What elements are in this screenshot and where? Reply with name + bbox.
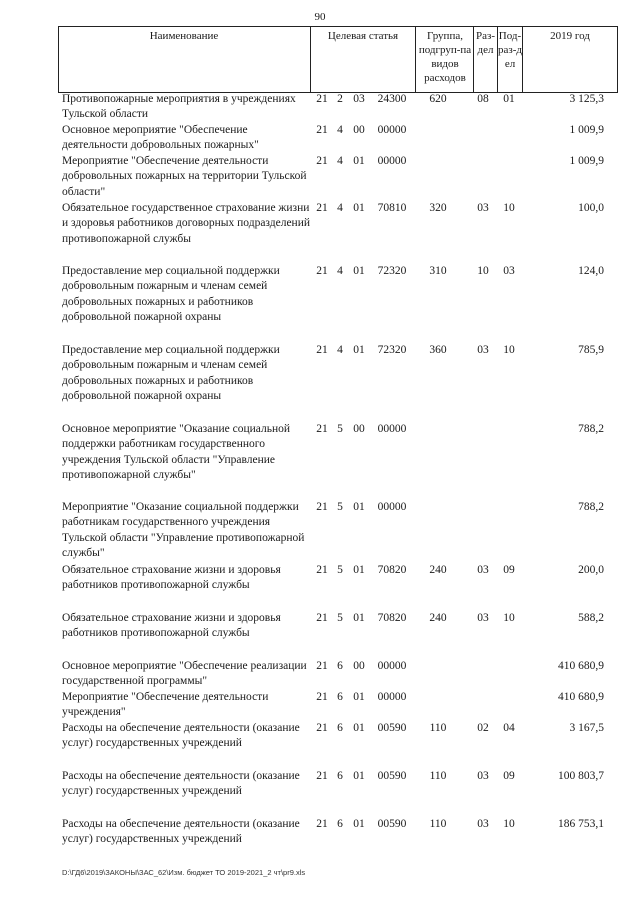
row-t1: 21	[316, 423, 328, 435]
row-t2: 2	[337, 93, 343, 105]
row-amount: 788,2	[578, 501, 604, 513]
row-t1: 21	[316, 660, 328, 672]
row-t4: 72320	[377, 344, 407, 356]
row-t4: 70820	[377, 612, 407, 624]
row-amount: 1 009,9	[569, 155, 604, 167]
row-name: Предоставление мер социальной поддержки добровольным пожарным и членам семей добровольных пожарных и работников добровольной пожарной охраны	[62, 344, 280, 403]
row-group: 240	[429, 564, 447, 576]
row-name: Расходы на обеспечение деятельности (оказание услуг) государственных учреждений	[62, 770, 300, 798]
row-sub: 10	[503, 612, 515, 624]
row-t3: 01	[353, 564, 365, 576]
row-t2: 4	[337, 265, 343, 277]
row-name: Расходы на обеспечение деятельности (оказание услуг) государственных учреждений	[62, 722, 300, 750]
row-section: 03	[477, 564, 489, 576]
table-header	[58, 26, 618, 93]
row-t1: 21	[316, 818, 328, 830]
row-sub: 10	[503, 818, 515, 830]
row-t1: 21	[316, 124, 328, 136]
row-group: 110	[429, 722, 447, 734]
row-t4: 24300	[377, 93, 407, 105]
row-t1: 21	[316, 155, 328, 167]
row-section: 03	[477, 612, 489, 624]
row-t2: 6	[337, 660, 343, 672]
row-amount: 785,9	[578, 344, 604, 356]
row-amount: 588,2	[578, 612, 604, 624]
row-t3: 01	[353, 265, 365, 277]
row-section: 03	[477, 202, 489, 214]
row-amount: 1 009,9	[569, 124, 604, 136]
header-name: Наименование	[149, 30, 219, 42]
row-t3: 01	[353, 202, 365, 214]
row-t2: 6	[337, 691, 343, 703]
row-name: Обязательное государственное страхование жизни и здоровья работников договорных подразделений противопожарной службы	[62, 202, 311, 245]
row-group: 310	[429, 265, 447, 277]
row-t1: 21	[316, 344, 328, 356]
row-t1: 21	[316, 770, 328, 782]
row-group: 360	[429, 344, 447, 356]
row-t2: 5	[337, 612, 343, 624]
row-sub: 09	[503, 770, 515, 782]
row-t4: 00590	[377, 770, 407, 782]
row-sub: 10	[503, 344, 515, 356]
row-t4: 00000	[377, 501, 407, 513]
row-sub: 09	[503, 564, 515, 576]
row-t3: 01	[353, 691, 365, 703]
row-amount: 100,0	[578, 202, 604, 214]
row-t3: 00	[353, 423, 365, 435]
row-amount: 124,0	[578, 265, 604, 277]
row-section: 02	[477, 722, 489, 734]
row-group: 110	[429, 818, 447, 830]
row-t3: 01	[353, 770, 365, 782]
row-t3: 03	[353, 93, 365, 105]
row-name: Мероприятие "Обеспечение деятельности добровольных пожарных на территории Тульской области"	[62, 155, 307, 198]
row-sub: 01	[503, 93, 515, 105]
row-t3: 00	[353, 660, 365, 672]
page-number: 90	[314, 11, 326, 23]
row-t4: 70820	[377, 564, 407, 576]
row-amount: 410 680,9	[558, 691, 604, 703]
row-name: Предоставление мер социальной поддержки добровольным пожарным и членам семей добровольных пожарных и работников добровольной пожарной охраны	[62, 265, 280, 324]
row-group: 240	[429, 612, 447, 624]
header-group: Группа, подгруп-па видов расходов	[418, 30, 472, 84]
row-t1: 21	[316, 202, 328, 214]
file-path-footer: D:\ГД6\2019\ЗАКОНЫ\ЗАС_62\Изм. бюджет ТО 2019-2021_2 чт\pr9.xls	[62, 868, 306, 877]
row-t3: 01	[353, 612, 365, 624]
row-name: Обязательное страхование жизни и здоровья работников противопожарной службы	[62, 612, 281, 640]
row-name: Основное мероприятие "Обеспечение реализации государственной программы"	[62, 660, 307, 688]
row-t4: 00000	[377, 423, 407, 435]
row-section: 03	[477, 818, 489, 830]
row-amount: 3 125,3	[569, 93, 604, 105]
row-group: 620	[429, 93, 447, 105]
row-group: 320	[429, 202, 447, 214]
row-amount: 200,0	[578, 564, 604, 576]
row-t2: 6	[337, 770, 343, 782]
row-t1: 21	[316, 691, 328, 703]
header-section: Раз-дел	[475, 30, 495, 56]
row-t2: 5	[337, 564, 343, 576]
row-t3: 00	[353, 124, 365, 136]
row-group: 110	[429, 770, 447, 782]
row-t1: 21	[316, 93, 328, 105]
row-section: 08	[477, 93, 489, 105]
row-amount: 100 803,7	[558, 770, 604, 782]
row-name: Противопожарные мероприятия в учреждениях Тульской области	[62, 93, 296, 121]
row-t2: 4	[337, 124, 343, 136]
row-t2: 6	[337, 818, 343, 830]
row-name: Мероприятие "Оказание социальной поддержки работникам государственного учреждения Тульской области "Управление противопожарной службы"	[62, 501, 305, 560]
row-t4: 00000	[377, 155, 407, 167]
row-t2: 6	[337, 722, 343, 734]
row-t3: 01	[353, 722, 365, 734]
row-t4: 00000	[377, 660, 407, 672]
row-amount: 3 167,5	[569, 722, 604, 734]
row-t2: 5	[337, 501, 343, 513]
row-section: 03	[477, 344, 489, 356]
row-section: 03	[477, 770, 489, 782]
header-target: Целевая статья	[327, 30, 399, 42]
row-t2: 4	[337, 202, 343, 214]
row-t3: 01	[353, 344, 365, 356]
row-t4: 00000	[377, 691, 407, 703]
row-t1: 21	[316, 722, 328, 734]
row-t1: 21	[316, 564, 328, 576]
row-amount: 788,2	[578, 423, 604, 435]
row-t3: 01	[353, 818, 365, 830]
row-name: Обязательное страхование жизни и здоровья работников противопожарной службы	[62, 564, 281, 592]
row-t1: 21	[316, 265, 328, 277]
row-name: Расходы на обеспечение деятельности (оказание услуг) государственных учреждений	[62, 818, 300, 846]
row-section: 10	[477, 265, 489, 277]
header-year: 2019 год	[550, 30, 590, 42]
row-t1: 21	[316, 501, 328, 513]
header-subsection: Под-раз-дел	[498, 30, 522, 70]
row-t4: 00000	[377, 124, 407, 136]
row-t4: 00590	[377, 818, 407, 830]
row-t4: 70810	[377, 202, 407, 214]
row-t3: 01	[353, 155, 365, 167]
row-t2: 4	[337, 155, 343, 167]
row-t3: 01	[353, 501, 365, 513]
row-sub: 04	[503, 722, 515, 734]
row-t4: 00590	[377, 722, 407, 734]
row-name: Основное мероприятие "Обеспечение деятельности добровольных пожарных"	[62, 124, 259, 152]
row-sub: 10	[503, 202, 515, 214]
row-t2: 4	[337, 344, 343, 356]
row-t4: 72320	[377, 265, 407, 277]
row-sub: 03	[503, 265, 515, 277]
row-amount: 410 680,9	[558, 660, 604, 672]
row-amount: 186 753,1	[558, 818, 604, 830]
row-name: Основное мероприятие "Оказание социальной поддержки работникам государственного учреждения Тульской области "Управление противопожарной службы"	[62, 423, 291, 482]
row-name: Мероприятие "Обеспечение деятельности учреждения"	[62, 691, 269, 719]
row-t2: 5	[337, 423, 343, 435]
row-t1: 21	[316, 612, 328, 624]
